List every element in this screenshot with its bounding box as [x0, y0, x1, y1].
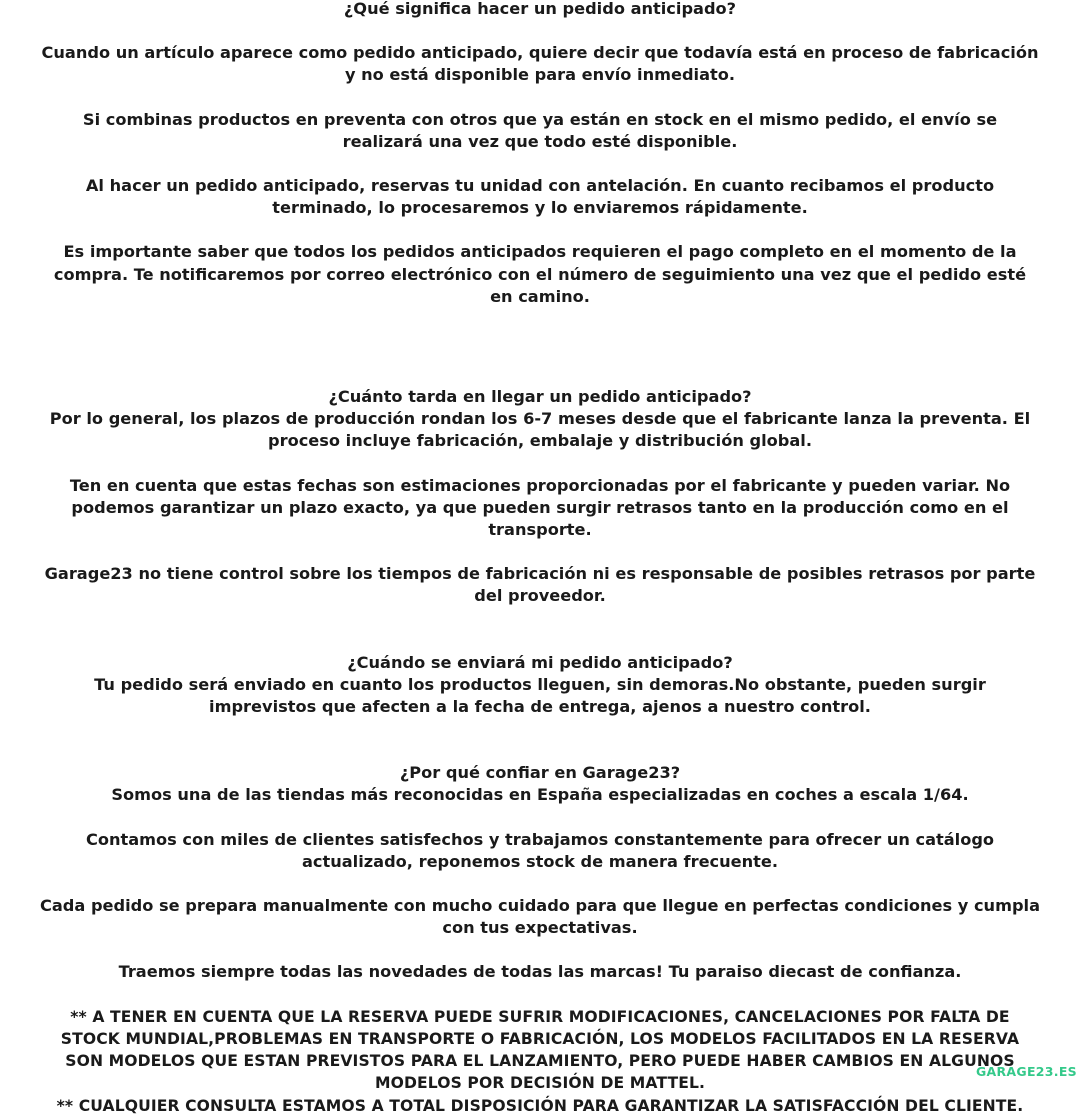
- paragraph: Es importante saber que todos los pedidos anticipados requieren el pago completo en el momento de la compra. Te notificaremos por correo electrónico con el número de seguimiento una vez que el pedido esté en camino.: [53, 242, 1027, 306]
- paragraph: Contamos con miles de clientes satisfechos y trabajamos constantemente para ofrecer un catálogo actualizado, reponemos stock de manera frecuente.: [85, 829, 995, 871]
- paragraph: Traemos siempre todas las novedades de todas las marcas! Tu paraiso diecast de confianza.: [118, 962, 962, 982]
- brand-watermark: GARAGE23.ES: [975, 1064, 1077, 1079]
- paragraph: Tu pedido será enviado en cuanto los productos lleguen, sin demoras.No obstante, pueden surgir imprevistos que afecten a la fecha de entrega, ajenos a nuestro control.: [94, 674, 986, 717]
- section-heading-preorder-meaning: ¿Qué significa hacer un pedido anticipado?: [343, 0, 737, 18]
- section-heading-trust: ¿Por qué confiar en Garage23?: [399, 763, 681, 783]
- paragraph: Si combinas productos en preventa con otros que ya están en stock en el mismo pedido, el envío se realizará una vez que todo esté disponible.: [82, 109, 998, 151]
- paragraph: Cuando un artículo aparece como pedido anticipado, quiere decir que todavía está en proceso de fabricación y no está disponible para envío inmediato.: [41, 43, 1039, 85]
- notice-customer-support: ** CUALQUIER CONSULTA ESTAMOS A TOTAL DISPOSICIÓN PARA GARANTIZAR LA SATISFACCIÓN DEL CLIENTE.: [56, 1096, 1024, 1115]
- faq-document: [40, 0, 1040, 1117]
- paragraph: Garage23 no tiene control sobre los tiempos de fabricación ni es responsable de posibles retrasos por parte del proveedor.: [44, 564, 1036, 606]
- paragraph: Cada pedido se prepara manualmente con mucho cuidado para que llegue en perfectas condiciones y cumpla con tus expectativas.: [40, 896, 1041, 938]
- paragraph: Ten en cuenta que estas fechas son estimaciones proporcionadas por el fabricante y pueden variar. No podemos garantizar un plazo exacto, ya que pueden surgir retrasos tanto en la producción como en el transporte.: [69, 475, 1011, 540]
- notice-reservation-changes: ** A TENER EN CUENTA QUE LA RESERVA PUEDE SUFRIR MODIFICACIONES, CANCELACIONES POR FALTA DE STOCK MUNDIAL,PROBLEMAS EN TRANSPORTE O FABRICACIÓN, LOS MODELOS FACILITADOS EN LA RESERVA SON MODELOS QUE ESTAN PREVISTOS PARA EL LANZAMIENTO, PERO PUEDE HABER CAMBIOS EN ALGUNOS MODELOS POR DECISIÓN DE MATTEL.: [60, 1007, 1020, 1093]
- paragraph: Al hacer un pedido anticipado, reservas tu unidad con antelación. En cuanto recibamos el producto terminado, lo procesaremos y lo enviaremos rápidamente.: [85, 176, 995, 218]
- section-heading-preorder-duration: ¿Cuánto tarda en llegar un pedido anticipado?: [328, 387, 752, 407]
- section-heading-preorder-shipping: ¿Cuándo se enviará mi pedido anticipado?: [347, 652, 733, 672]
- paragraph: Somos una de las tiendas más reconocidas en España especializadas en coches a escala 1/64.: [111, 785, 969, 805]
- paragraph: Por lo general, los plazos de producción rondan los 6-7 meses desde que el fabricante lanza la preventa. El proceso incluye fabricación, embalaje y distribución global.: [49, 409, 1031, 451]
